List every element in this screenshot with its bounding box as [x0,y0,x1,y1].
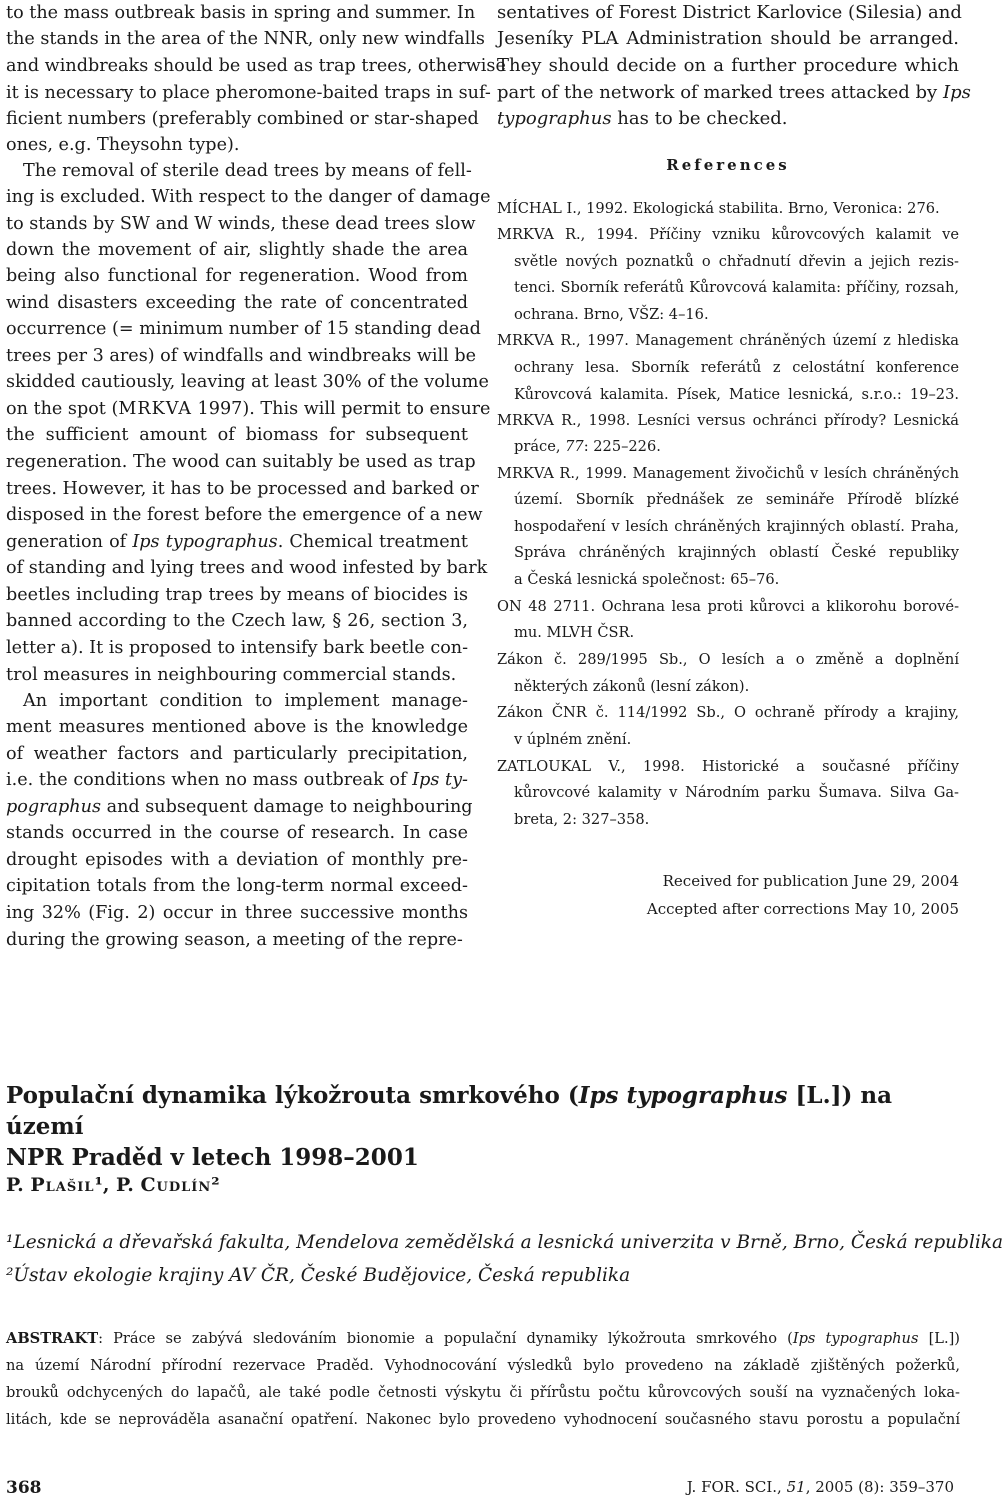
left-text-line: i.e. the conditions when no mass outbreak of Ips ty- [6,770,468,790]
left-text-line: disposed in the forest before the emergence of a new [6,505,483,525]
left-text-line: wind disasters exceeding the rate of concentrated [6,293,468,313]
right-text-line: sentatives of Forest District Karlovice (Silesia) and [497,2,962,23]
left-text-line: to stands by SW and W winds, these dead trees slow [6,214,476,234]
received-date: Received for publication June 29, 2004 [662,872,959,890]
left-text-line: pographus and subsequent damage to neighbouring [6,797,473,817]
left-text-line: ones, e.g. Theysohn type). [6,135,240,155]
left-text-line: to the mass outbreak basis in spring and summer. In [6,3,476,23]
left-text-line: on the spot (MRKVA 1997). This will permit to ensure [6,399,491,419]
abstract-line: litách, kde se neprováděla asanační opatření. Nakonec bylo provedeno vyhodnocení současného stavu porostu a populační [6,1411,960,1428]
left-text-line: regeneration. The wood can suitably be used as trap [6,452,476,472]
left-text-line: it is necessary to place pheromone-baited traps in suf- [6,83,491,103]
left-text-line: and windbreaks should be used as trap trees, otherwise [6,56,506,76]
left-text-line: occurrence (= minimum number of 15 standing dead [6,319,481,339]
left-text-line: ficient numbers (preferably combined or star-shaped [6,109,479,129]
affiliation-2: ²Ústav ekologie krajiny AV ČR, České Budějovice, Česká republika [6,1265,631,1286]
left-text-line: banned according to the Czech law, § 26, section 3, [6,611,468,631]
left-text-line: the sufficient amount of biomass for subsequent [6,425,468,445]
authors: P. Plašil¹, P. Cudlín² [6,1174,220,1196]
abstract-line: brouků odchycených do lapačů, ale také podle četnosti výskytu či přírůstu počtu kůrovcových souší na vyznačených loka- [6,1384,960,1401]
page-number: 368 [6,1478,42,1498]
left-text-line: skidded cautiously, leaving at least 30% of the volume [6,372,489,392]
journal-citation: J. FOR. SCI., 51, 2005 (8): 359–370 [686,1478,954,1496]
left-text-line: down the movement of air, slightly shade the area [6,240,468,260]
abstract-line: ABSTRAKT: Práce se zabývá sledováním bionomie a populační dynamiky lýkožrouta smrkového (Ips typographus [L.]) [6,1330,960,1347]
left-text-line: trol measures in neighbouring commercial stands. [6,665,457,685]
right-text-line: Jeseníky PLA Administration should be arranged. [497,28,959,49]
left-text-line: cipitation totals from the long-term normal exceed- [6,876,468,896]
left-text-line: generation of Ips typographus. Chemical treatment [6,532,469,552]
left-text-line: beetles including trap trees by means of biocides is [6,585,468,605]
left-text-line: ing is excluded. With respect to the danger of damage [6,187,491,207]
affiliation-1: ¹Lesnická a dřevařská fakulta, Mendelova zemědělská a lesnická univerzita v Brně, Brno, Česká republika [6,1232,1003,1253]
left-text-line: The removal of sterile dead trees by means of fell- [23,161,472,181]
right-text-line: part of the network of marked trees attacked by Ips [497,82,971,103]
accepted-date: Accepted after corrections May 10, 2005 [646,900,959,918]
left-text-line: trees. However, it has to be processed and barked or [6,479,479,499]
references-heading: References [666,156,790,174]
left-text-line: of standing and lying trees and wood infested by bark [6,558,488,578]
left-text-line: being also functional for regeneration. Wood from [6,266,468,286]
left-text-line: of weather factors and particularly precipitation, [6,744,468,764]
abstract-line: na území Národní přírodní rezervace Praděd. Vyhodnocování výsledků bylo provedeno na základě zjištěných požerků, [6,1357,960,1374]
right-text-line: typographus has to be checked. [497,108,788,129]
left-text-line: trees per 3 ares) of windfalls and windbreaks will be [6,346,477,366]
article-title: Populační dynamika lýkožrouta smrkového (Ips typographus [L.]) na území NPR Praděd v letech 1998–2001 [6,1082,892,1171]
left-text-line: letter a). It is proposed to intensify bark beetle con- [6,638,469,658]
left-text-line: ing 32% (Fig. 2) occur in three successive months [6,903,468,923]
left-text-line: the stands in the area of the NNR, only new windfalls [6,29,485,49]
left-text-line: stands occurred in the course of research. In case [6,823,468,843]
left-text-line: drought episodes with a deviation of monthly pre- [6,850,468,870]
left-text-line: An important condition to implement manage- [23,691,468,711]
left-text-line: ment measures mentioned above is the knowledge [6,717,468,737]
right-text-line: They should decide on a further procedure which [497,55,959,76]
left-text-line: during the growing season, a meeting of the repre- [6,930,463,950]
